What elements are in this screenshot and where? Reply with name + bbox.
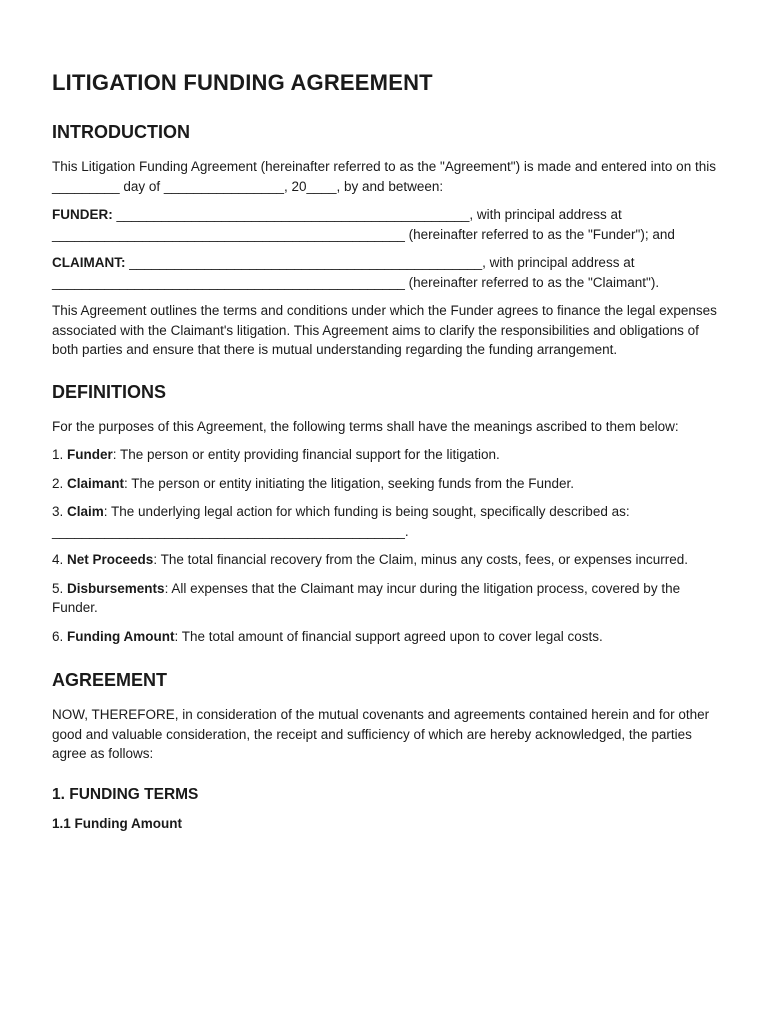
- definition-number: 6.: [52, 628, 68, 644]
- document-page: [52, 70, 720, 831]
- funder-label: FUNDER:: [52, 207, 113, 222]
- introduction-heading: INTRODUCTION: [52, 122, 190, 142]
- introduction-section: [52, 122, 720, 360]
- claimant-text: _______________________________________________, with principal address at _______________________________________________ (hereinafter referred to as the "Claimant").: [52, 255, 660, 290]
- definition-text: : All expenses that the Claimant may incur during the litigation process, covered by the Funder.: [52, 580, 681, 615]
- definition-item: [52, 502, 720, 541]
- purpose-paragraph: This Agreement outlines the terms and conditions under which the Funder agrees to finance the legal expenses associated with the Claimant's litigation. This Agreement aims to clarify the responsibilities and obligations of both parties and ensure that there is mutual understanding regarding the funding arrangement.: [52, 303, 717, 357]
- funding-terms-heading: 1. FUNDING TERMS: [52, 785, 199, 803]
- definition-number: 5.: [52, 580, 68, 596]
- definition-text: : The person or entity providing financial support for the litigation.: [112, 447, 500, 462]
- definition-item: [52, 579, 720, 618]
- definition-text: : The total financial recovery from the Claim, minus any costs, fees, or expenses incurred.: [153, 552, 689, 567]
- definition-item: [52, 474, 720, 494]
- definition-text: : The underlying legal action for which funding is being sought, specifically described as: _______________________________________________.: [52, 504, 630, 539]
- definition-number: 2.: [52, 475, 68, 491]
- claimant-label: CLAIMANT:: [52, 255, 126, 270]
- definitions-intro: For the purposes of this Agreement, the following terms shall have the meanings ascribed to them below:: [52, 418, 679, 434]
- document-title: LITIGATION FUNDING AGREEMENT: [52, 70, 433, 95]
- definition-item: [52, 445, 720, 465]
- introduction-paragraph: This Litigation Funding Agreement (hereinafter referred to as the "Agreement") is made and entered into on this _________ day of ________________, 20____, by and between:: [52, 159, 716, 194]
- claimant-clause: [52, 253, 720, 292]
- definition-text: : The total amount of financial support agreed upon to cover legal costs.: [174, 628, 603, 644]
- funder-clause: [52, 205, 720, 244]
- agreement-section: [52, 670, 720, 764]
- funding-terms-section: [52, 786, 720, 831]
- definitions-section: [52, 382, 720, 647]
- definition-number: 1.: [52, 447, 68, 462]
- definition-number: 3.: [52, 504, 68, 519]
- definition-item: [52, 627, 720, 647]
- definition-text: : The person or entity initiating the litigation, seeking funds from the Funder.: [124, 475, 575, 491]
- definition-term: Claim: [67, 504, 104, 519]
- definition-term: Claimant: [67, 475, 125, 491]
- definition-term: Disbursements: [67, 580, 165, 596]
- definition-term: Funder: [67, 447, 113, 462]
- agreement-heading: AGREEMENT: [52, 670, 168, 690]
- agreement-paragraph: NOW, THEREFORE, in consideration of the mutual covenants and agreements contained herein and for other good and valuable consideration, the receipt and sufficiency of which are hereby acknowledged, the parties agree as follows:: [52, 707, 710, 761]
- definition-item: [52, 550, 720, 570]
- funding-amount-subheading: 1.1 Funding Amount: [52, 815, 182, 831]
- definition-term: Net Proceeds: [67, 552, 154, 567]
- funder-text: _______________________________________________, with principal address at _______________________________________________ (hereinafter referred to as the "Funder"); and: [52, 207, 675, 242]
- definitions-heading: DEFINITIONS: [52, 381, 167, 402]
- definition-number: 4.: [52, 552, 68, 567]
- definition-term: Funding Amount: [67, 628, 175, 644]
